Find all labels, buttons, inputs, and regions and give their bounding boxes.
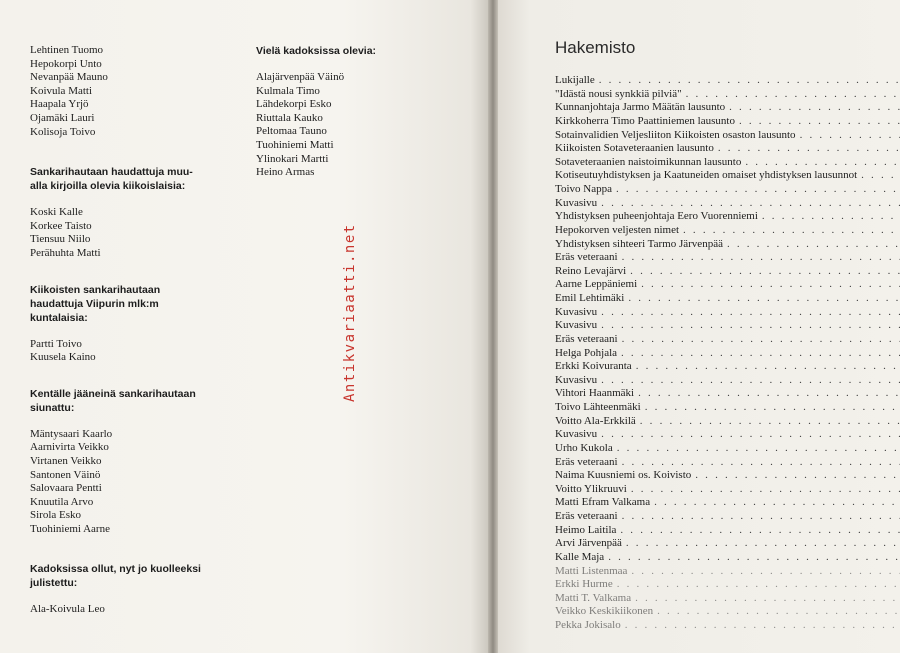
person-name: Korkee Taisto	[30, 219, 92, 232]
index-entry	[555, 265, 900, 279]
section-heading	[30, 387, 230, 415]
index-entry-label: Heimo Laitila	[555, 523, 617, 536]
name-list	[30, 603, 230, 617]
book-gutter	[488, 0, 498, 653]
name-list	[30, 338, 230, 365]
index-entry-label: Vihtori Haanmäki	[555, 387, 635, 400]
person-name: Nevanpää Mauno	[30, 71, 108, 84]
name-list	[30, 206, 230, 260]
index-entry	[555, 551, 900, 565]
person-name: Alajärvenpää Väinö	[256, 71, 345, 83]
index-list	[555, 74, 900, 633]
index-entry-label: Toivo Lähteenmäki	[555, 401, 641, 413]
index-entry-label: Sotainvalidien Veljesliiton Kiikoisten osaston lausunto	[555, 128, 796, 141]
index-entry-label: Erkki Hurme	[555, 578, 613, 591]
dot-leader	[718, 142, 900, 156]
dot-leader	[631, 565, 900, 579]
index-entry-label: Kuvasivu	[555, 373, 598, 386]
index-entry	[555, 197, 900, 211]
index-entry-label: Toivo Nappa	[555, 183, 612, 195]
dot-leader	[601, 197, 900, 211]
dot-leader	[599, 74, 900, 88]
index-entry	[555, 387, 900, 401]
index-entry-label: Naima Kuusniemi os. Koivisto	[555, 469, 692, 482]
index-entry	[555, 88, 900, 102]
index-entry-label: Lukijalle	[555, 74, 595, 86]
person-name: Haapala Yrjö	[30, 98, 89, 111]
person-name: Mäntysaari Kaarlo	[30, 427, 113, 440]
dot-leader	[636, 360, 900, 374]
name-list	[256, 71, 456, 180]
index-entry	[555, 469, 900, 483]
index-entry	[555, 456, 900, 470]
index-entry-label: Reino Levajärvi	[555, 264, 627, 277]
dot-leader	[762, 210, 900, 224]
person-name: Hepokorpi Unto	[30, 57, 102, 70]
index-entry-label: "Idästä nousi synkkiä pilviä"	[555, 87, 682, 100]
index-entry-label: Sotaveteraanien naistoimikunnan lausunto	[555, 155, 742, 168]
index-entry	[555, 129, 900, 143]
dot-leader	[654, 496, 900, 510]
dot-leader	[628, 292, 900, 306]
person-name: Lähdekorpi Esko	[256, 98, 332, 111]
index-entry	[555, 115, 900, 129]
person-name: Tuohiniemi Aarne	[30, 522, 110, 535]
index-entry	[555, 496, 900, 510]
dot-leader	[616, 183, 900, 197]
index-entry	[555, 292, 900, 306]
person-name: Virtanen Veikko	[30, 454, 102, 467]
index-entry-label: Voitto Ylikruuvi	[555, 482, 627, 495]
person-name: Peltomaa Tauno	[256, 125, 327, 138]
index-entry	[555, 605, 900, 619]
index-entry-label: Hepokorven veljesten nimet	[555, 223, 680, 236]
index-entry	[555, 524, 900, 538]
index-entry	[555, 319, 900, 333]
index-entry-label: Arvi Järvenpää	[555, 537, 622, 550]
dot-leader	[630, 265, 900, 279]
person-name: Koski Kalle	[30, 206, 83, 219]
dot-leader	[620, 524, 900, 538]
person-name: Kulmala Timo	[256, 84, 320, 97]
index-entry-label: Kuvasivu	[555, 428, 598, 441]
index-entry-label: Yhdistyksen sihteeri Tarmo Järvenpää	[555, 237, 723, 250]
index-entry-label: Kalle Maja	[555, 550, 605, 563]
heading-line: julistettu:	[30, 577, 78, 590]
heading-line: kuntalaisia:	[30, 311, 88, 324]
index-entry	[555, 306, 900, 320]
index-entry	[555, 510, 900, 524]
index-entry-label: Kuvasivu	[555, 305, 598, 318]
dot-leader	[601, 319, 900, 333]
index-entry	[555, 360, 900, 374]
person-name: Kuusela Kaino	[30, 351, 96, 364]
section-heading-missing: Vielä kadoksissa olevia:	[256, 45, 377, 57]
index-entry	[555, 401, 900, 415]
heading-line: Sankarihautaan haudattuja muu-	[30, 166, 193, 179]
index-entry	[555, 251, 900, 265]
person-name: Ala-Koivula Leo	[30, 603, 105, 616]
index-entry	[555, 578, 900, 592]
heading-line: Kiikoisten sankarihautaan	[30, 283, 161, 296]
index-entry-label: Matti Efram Valkama	[555, 496, 651, 509]
index-entry	[555, 592, 900, 606]
index-entry	[555, 210, 900, 224]
index-entry	[555, 537, 900, 551]
index-entry-label: Kuvasivu	[555, 319, 598, 332]
index-entry	[555, 278, 900, 292]
index-entry	[555, 483, 900, 497]
dot-leader	[635, 592, 900, 606]
dot-leader	[601, 374, 900, 388]
section-heading	[30, 562, 230, 590]
left-column	[30, 44, 230, 617]
index-entry	[555, 142, 900, 156]
index-entry	[555, 101, 900, 115]
section-heading	[30, 283, 230, 325]
index-entry-label: Helga Pohjala	[555, 346, 618, 359]
person-name: Sirola Esko	[30, 509, 82, 522]
dot-leader	[727, 238, 900, 252]
index-entry-label: Kiikoisten Sotaveteraanien lausunto	[555, 142, 714, 155]
index-entry-label: Eräs veteraani	[555, 332, 618, 345]
heading-line: siunattu:	[30, 401, 75, 414]
index-entry	[555, 347, 900, 361]
index-entry	[555, 74, 900, 88]
dot-leader	[617, 442, 900, 456]
dot-leader	[601, 428, 900, 442]
dot-leader	[686, 88, 900, 102]
person-name: Aarnivirta Veikko	[30, 441, 109, 454]
dot-leader	[745, 156, 900, 170]
index-entry-label: Voitto Ala-Erkkilä	[555, 414, 636, 427]
index-entry-label: Urho Kukola	[555, 441, 613, 454]
dot-leader	[625, 619, 900, 633]
index-entry-label: Pekka Jokisalo	[555, 619, 621, 631]
watermark-stamp: Antikvariaatti.net	[342, 223, 358, 402]
index-entry-label: Yhdistyksen puheenjohtaja Eero Vuorenniemi	[555, 210, 758, 223]
person-name: Riuttala Kauko	[256, 111, 323, 124]
index-entry	[555, 183, 900, 197]
index-entry-label: Kirkkoherra Timo Paattiniemen lausunto	[555, 114, 735, 127]
index-entry-label: Matti Listenmaa	[555, 564, 628, 577]
dot-leader	[800, 129, 900, 143]
index-entry	[555, 374, 900, 388]
person-name: Ojamäki Lauri	[30, 111, 95, 124]
dot-leader	[729, 101, 900, 115]
heading-line: Kentälle jääneinä sankarihautaan	[30, 387, 196, 400]
person-name: Tuohiniemi Matti	[256, 138, 334, 151]
index-entry-label: Kunnanjohtaja Jarmo Määtän lausunto	[555, 101, 726, 114]
index-entry	[555, 428, 900, 442]
dot-leader	[626, 537, 900, 551]
index-entry-label: Kuvasivu	[555, 196, 598, 209]
index-entry-label: Eräs veteraani	[555, 251, 618, 264]
section-heading	[30, 165, 230, 193]
name-list	[30, 44, 230, 139]
dot-leader	[617, 578, 900, 592]
person-name: Partti Toivo	[30, 337, 82, 350]
index-entry	[555, 619, 900, 633]
index-entry-label: Veikko Keskikiikonen	[555, 605, 654, 618]
person-name: Koivula Matti	[30, 84, 93, 97]
dot-leader	[622, 456, 900, 470]
index-entry-label: Eräs veteraani	[555, 455, 618, 468]
index-entry	[555, 238, 900, 252]
heading-line: Kadoksissa ollut, nyt jo kuolleeksi	[30, 563, 201, 576]
index-entry-label: Aarne Leppäniemi	[555, 278, 638, 291]
dot-leader	[638, 387, 900, 401]
dot-leader	[861, 169, 900, 183]
person-name: Perähuhta Matti	[30, 246, 101, 259]
index-entry-label: Matti T. Valkama	[555, 591, 632, 604]
index-entry	[555, 156, 900, 170]
name-list	[30, 428, 230, 537]
dot-leader	[631, 483, 900, 497]
dot-leader	[621, 347, 900, 361]
dot-leader	[739, 115, 900, 129]
dot-leader	[622, 333, 900, 347]
index-entry	[555, 565, 900, 579]
person-name: Ylinokari Martti	[256, 152, 329, 165]
dot-leader	[622, 251, 900, 265]
dot-leader	[608, 551, 900, 565]
dot-leader	[622, 510, 900, 524]
dot-leader	[640, 415, 900, 429]
person-name: Salovaara Pentti	[30, 482, 102, 495]
index-entry-label: Kotiseutuyhdistyksen ja Kaatuneiden omaiset yhdistyksen lausunnot	[555, 169, 858, 182]
right-column-missing	[256, 44, 456, 180]
index-entry-label: Emil Lehtimäki	[555, 292, 625, 304]
person-name: Lehtinen Tuomo	[30, 44, 104, 56]
index-entry	[555, 333, 900, 347]
dot-leader	[641, 278, 900, 292]
index-entry	[555, 442, 900, 456]
dot-leader	[683, 224, 900, 238]
heading-line: haudattuja Viipurin mlk:m	[30, 297, 159, 310]
person-name: Heino Armas	[256, 166, 315, 179]
person-name: Tiensuu Niilo	[30, 233, 91, 246]
index-entry-label: Eräs veteraani	[555, 510, 618, 522]
dot-leader	[695, 469, 900, 483]
person-name: Kolisoja Toivo	[30, 125, 96, 138]
person-name: Knuutila Arvo	[30, 495, 94, 508]
index-title: Hakemisto	[555, 38, 636, 57]
person-name: Santonen Väinö	[30, 468, 101, 481]
dot-leader	[657, 605, 900, 619]
dot-leader	[601, 306, 900, 320]
index-entry	[555, 415, 900, 429]
dot-leader	[645, 401, 900, 415]
heading-line: alla kirjoilla olevia kiikoislaisia:	[30, 180, 186, 193]
index-entry	[555, 224, 900, 238]
index-entry-label: Erkki Koivuranta	[555, 360, 632, 373]
index-entry	[555, 169, 900, 183]
